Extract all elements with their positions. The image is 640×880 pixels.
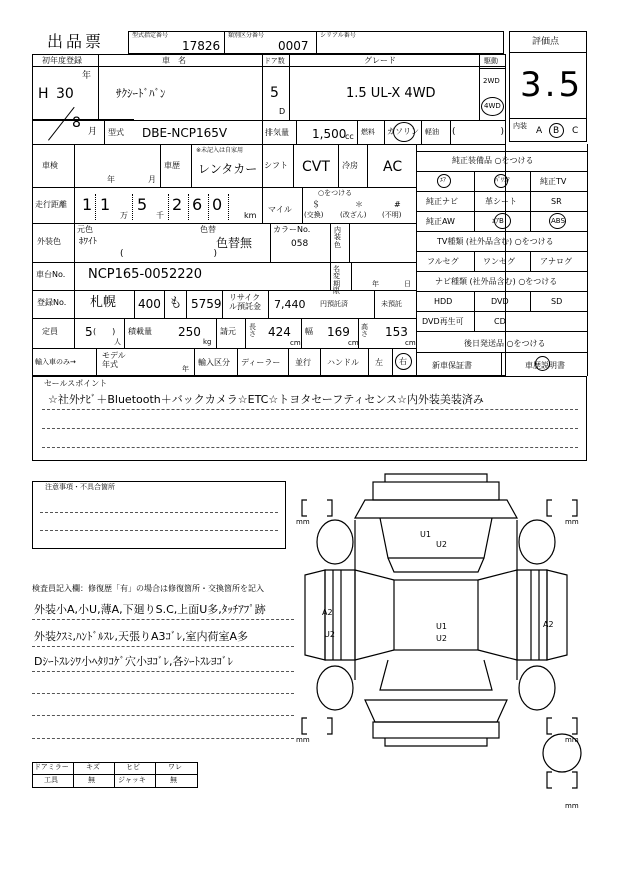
displacement-value: 1,500: [312, 127, 347, 141]
shift-label: シフト: [264, 161, 288, 170]
capacity-value: 5: [85, 325, 93, 339]
import-label: 輸入車のみ→: [35, 358, 76, 366]
exchange-3-sub: (不明): [382, 211, 402, 219]
mm-rear-left: mm: [296, 736, 310, 744]
interior-c: C: [572, 126, 579, 136]
length-label: 長さ: [249, 323, 256, 339]
year-unit: 年: [82, 71, 92, 81]
exchange-2: ＊: [355, 200, 363, 209]
ext-color-label: 外装色: [37, 237, 61, 246]
mm-front-left: mm: [296, 518, 310, 526]
orig-color-label: 元色: [77, 225, 93, 234]
recycle-label: リサイクル預託金: [229, 293, 261, 311]
equip-aw: 純正AW: [426, 217, 455, 226]
inspect-line-3: Dｼｰﾄｽﾚｼﾜ小ﾍﾀﾘｺｹﾞ穴小ﾖｺﾞﾚ,各ｼｰﾄｽﾚﾖｺﾞﾚ: [34, 655, 233, 668]
notes-box: [32, 481, 286, 549]
exchange-3: #: [394, 200, 401, 209]
doors-suffix: D: [279, 107, 286, 116]
inspector-label: 検査員記入欄：修復歴「有」の場合は修復箇所・交換箇所を記入: [32, 584, 264, 593]
inspect-line-2: 外装ｸｽﾐ,ﾊﾝﾄﾞﾙｽﾚ,天張りA3ｺﾞﾚ,室内荷室A多: [34, 630, 249, 643]
exchange-1: ＄: [312, 200, 320, 209]
ac-value: AC: [383, 159, 403, 175]
class-no-label: 類別区分番号: [228, 32, 265, 39]
sales-point-label: セールスポイント: [44, 379, 108, 388]
handle-right: 右: [399, 357, 407, 366]
reg-kana: も: [169, 296, 183, 311]
acc-header-scratch: キズ: [86, 763, 100, 771]
reg-num2: 5759: [191, 297, 222, 311]
shaken-label: 車検: [42, 161, 58, 170]
height-value: 153: [385, 325, 408, 339]
mileage-label: 走行距離: [35, 200, 67, 209]
mileage-km: km: [244, 211, 257, 220]
capacity-paren: ( ): [93, 327, 116, 336]
registration-label: 登録No.: [37, 298, 67, 307]
acc-header-crack: ヒビ: [126, 763, 140, 771]
diagram-u2-left: U2: [324, 630, 335, 639]
acc-tool: 工具: [44, 776, 58, 784]
drive-4wd: 4WD: [484, 102, 501, 110]
diagram-a2-right: A2: [543, 620, 554, 629]
interior-a: A: [536, 126, 543, 136]
month-unit: 月: [88, 127, 98, 137]
mileage-man: 万: [120, 211, 128, 220]
diesel-label: 軽油: [425, 128, 439, 136]
use-value: レンタカー: [198, 162, 258, 176]
import-dealer: ディーラー: [241, 358, 281, 367]
displacement-unit: cc: [345, 132, 354, 141]
equip-leather: 革シート: [485, 197, 517, 206]
capacity-label: 定員: [42, 327, 58, 336]
sales-point-box: [32, 376, 587, 461]
rating-value: 3.5: [520, 65, 584, 105]
car-name-label: 車 名: [162, 56, 186, 65]
grade-value: 1.5 UL-X 4WD: [346, 86, 436, 101]
reg-num1: 400: [138, 297, 161, 311]
color-no-label: カラーNo.: [273, 225, 311, 234]
chassis-value: NCP165-0052220: [88, 267, 203, 282]
diagram-u1-front: U1: [420, 530, 431, 539]
mileage-digit-4: 2: [172, 195, 183, 214]
equip-airbag: ｴｱB: [492, 217, 504, 225]
repaint-value: 色替無: [216, 236, 253, 250]
drive-2wd: 2WD: [483, 77, 500, 85]
nav-type-title: ナビ種類 (社外品含む) ○をつける: [435, 277, 558, 286]
nav-hdd: HDD: [434, 297, 453, 306]
import-kubun-label: 輸入区分: [198, 358, 230, 367]
height-unit: cm: [405, 339, 416, 347]
displacement-label: 排気量: [265, 128, 289, 137]
docs-warranty: 新車保証書: [432, 361, 472, 370]
exchange-1-sub: (交換): [304, 211, 324, 219]
recycle-unpaid: 未預託: [381, 300, 402, 308]
exchange-instruction: ○をつける: [318, 189, 353, 197]
docs-title: 後日発送品 ○をつける: [464, 339, 546, 348]
fuel-value: ガソリン: [387, 127, 419, 136]
equip-tv: 純正TV: [540, 177, 567, 186]
exchange-2-sub: (改ざん): [340, 211, 367, 219]
drive-label: 駆動: [484, 57, 498, 65]
interior-b: B: [553, 126, 560, 136]
diagram-u1-roof: U1: [436, 622, 447, 631]
repaint-label: 色替: [200, 225, 216, 234]
mileage-digit-5: 6: [192, 195, 203, 214]
tv-one: ワンセグ: [483, 257, 515, 266]
first-reg-label: 初年度登録: [42, 56, 82, 65]
doors-value: 5: [270, 85, 279, 101]
mileage-digit-3: 5: [137, 195, 148, 214]
inspect-line-1: 外装小A,小U,薄A,下廻りS.C,上面U多,ﾀｯﾁｱﾌﾟ跡: [34, 603, 266, 616]
model-year-unit: 年: [182, 365, 189, 373]
equip-ps: ﾊﾟﾜｽﾃ: [495, 177, 511, 184]
nav-cd: CD: [494, 317, 506, 326]
ac-label: 冷房: [342, 161, 358, 170]
handle-left: 左: [375, 358, 383, 367]
equip-ac: ｴｱ: [440, 177, 447, 184]
load-label: 積載量: [128, 327, 152, 336]
color-paren: ( ): [120, 249, 218, 259]
mileage-digit-6: 0: [212, 195, 223, 214]
type-no-value: 17826: [182, 39, 221, 53]
use-note: ※未記入は自家用: [196, 147, 244, 154]
mileage-digit-1: 1: [82, 195, 93, 214]
nav-sd: SD: [551, 297, 563, 306]
acc-jack: ジャッキ: [118, 776, 146, 784]
equip-abs: ABS: [551, 217, 565, 225]
chassis-label: 車台No.: [36, 270, 66, 279]
grade-label: グレード: [364, 56, 396, 65]
meigi-day: 日: [404, 280, 411, 288]
equip-navi: 純正ナビ: [426, 197, 458, 206]
tv-type-title: TV種類 (社外品含む) ○をつける: [437, 237, 554, 246]
fuel-paren: ( ): [452, 127, 505, 137]
recycle-value: 7,440: [274, 298, 306, 311]
shift-value: CVT: [302, 159, 330, 175]
acc-tool-value: 無: [88, 776, 95, 784]
reg-city: 札幌: [90, 295, 117, 310]
reg-era: H: [38, 86, 49, 102]
meigi-year: 年: [372, 280, 379, 288]
notes-label: 注意事項・不具合箇所: [45, 483, 115, 491]
model-year-label: モデル年式: [102, 351, 126, 369]
recycle-unit: 円預託済: [320, 300, 348, 308]
width-label: 幅: [305, 327, 313, 336]
height-label: 高さ: [361, 323, 368, 339]
mm-rear-right: mm: [565, 736, 579, 744]
diagram-u2-roof: U2: [436, 634, 447, 643]
model-value: DBE-NCP165V: [142, 126, 228, 140]
orig-color-value: ﾎﾜｲﾄ: [79, 237, 98, 247]
reg-month: 8: [72, 115, 81, 131]
equip-title: 純正装備品 ○をつける: [452, 156, 534, 165]
width-unit: cm: [348, 339, 359, 347]
interior-color-label: 内装色: [334, 226, 341, 249]
mile-label: マイル: [268, 205, 292, 214]
diagram-u2-front: U2: [436, 540, 447, 549]
length-value: 424: [268, 325, 291, 339]
load-value: 250: [178, 325, 201, 339]
rating-label: 評価点: [532, 37, 560, 47]
load-unit: kg: [203, 338, 212, 346]
meigi-label: 名変期限: [333, 265, 340, 296]
diagram-a2-left: A2: [322, 608, 333, 617]
car-name-value: ｻｸｼｰﾄﾞﾊﾞﾝ: [116, 87, 166, 100]
mm-spare: mm: [565, 802, 579, 810]
capacity-unit: 人: [114, 338, 121, 346]
use-label: 車歴: [164, 161, 180, 170]
color-no-value: 058: [291, 239, 309, 249]
dvd-play-label: DVD再生可: [422, 317, 464, 326]
handle-label: ハンドル: [327, 358, 359, 367]
dimension-label: 請元: [220, 327, 236, 336]
acc-header-mirror: ドアミラー: [34, 763, 69, 771]
length-unit: cm: [290, 339, 301, 347]
type-no-label: 型式指定番号: [132, 32, 169, 39]
fuel-label: 燃料: [361, 128, 375, 136]
mileage-sen: 千: [156, 211, 164, 220]
tv-analog: アナログ: [540, 257, 572, 266]
docs-history: 車歴説明書: [525, 361, 565, 370]
mm-front-right: mm: [565, 518, 579, 526]
mileage-digit-2: 1: [100, 195, 111, 214]
doors-label: ドア数: [264, 57, 285, 65]
import-parallel: 並行: [295, 358, 311, 367]
shaken-year-unit: 年: [107, 175, 115, 184]
model-label: 型式: [108, 128, 124, 137]
class-no-value: 0007: [278, 39, 309, 53]
reg-year: 30: [56, 86, 74, 102]
width-value: 169: [327, 325, 350, 339]
interior-label: 内装: [513, 122, 527, 130]
acc-jack-value: 無: [170, 776, 177, 784]
form-title: 出品票: [47, 32, 105, 51]
nav-dvd: DVD: [491, 297, 509, 306]
tv-full: フルセグ: [427, 257, 459, 266]
serial-label: シリアル番号: [320, 32, 356, 39]
sales-point-text: ☆社外ﾅﾋﾞ＋Bluetooth＋バックカメラ☆ETC☆トヨタセーフティセンス☆内外装美装済み: [48, 393, 484, 406]
equip-sr: SR: [551, 197, 562, 206]
acc-header-break: ワレ: [168, 763, 182, 771]
shaken-month-unit: 月: [148, 175, 156, 184]
